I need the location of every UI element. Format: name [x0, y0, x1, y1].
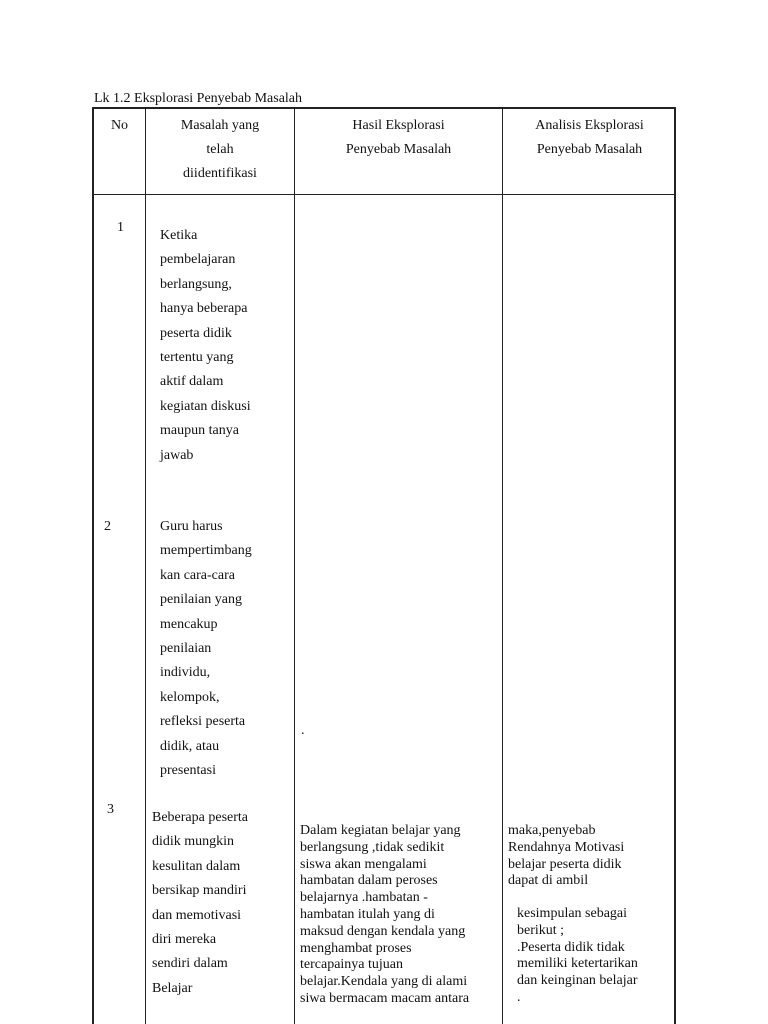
masalah-line: bersikap mandiri	[152, 883, 247, 899]
hasil-line: belajarnya .hambatan -	[300, 890, 428, 906]
masalah-line: peserta didik	[160, 325, 232, 341]
row-1-number: 1	[117, 220, 124, 235]
masalah-line: refleksi peserta	[160, 714, 246, 730]
masalah-line: kan cara-cara	[160, 567, 235, 583]
masalah-line: dan memotivasi	[152, 907, 242, 923]
masalah-line: berlangsung,	[160, 276, 232, 292]
hasil-line: siwa bermacam macam antara	[300, 990, 470, 1006]
document-title: Lk 1.2 Eksplorasi Penyebab Masalah	[94, 91, 303, 106]
header-analisis-line: Analisis Eksplorasi	[535, 118, 644, 133]
header-no: No	[110, 118, 129, 133]
analisis-line: maka,penyebab	[508, 823, 596, 838]
header-masalah-line: diidentifikasi	[183, 166, 257, 181]
row-2-number: 2	[104, 519, 111, 534]
masalah-line: hanya beberapa	[160, 301, 248, 317]
column-divider-masalah	[294, 109, 295, 1024]
header-masalah	[146, 114, 294, 186]
masalah-line: penilaian	[160, 641, 212, 657]
header-hasil-line: Penyebab Masalah	[345, 142, 452, 157]
masalah-line: presentasi	[160, 763, 216, 779]
hasil-line: maksud dengan kendala yang	[300, 923, 466, 939]
analisis-line: .	[517, 989, 521, 1005]
row-3-number: 3	[107, 802, 114, 817]
masalah-line: jawab	[160, 447, 194, 463]
analisis-line: kesimpulan sebagai	[517, 906, 628, 921]
masalah-line: mencakup	[160, 616, 218, 632]
header-masalah-line: Masalah yang	[180, 118, 260, 133]
row-3-masalah	[152, 806, 248, 1001]
masalah-line: diri mereka	[152, 932, 217, 948]
row-2-masalah	[160, 515, 252, 783]
analisis-line: belajar peserta didik	[508, 856, 622, 872]
row-1-masalah	[160, 224, 251, 468]
hasil-line: Dalam kegiatan belajar yang	[300, 823, 461, 838]
masalah-line: kelompok,	[160, 689, 220, 705]
column-divider-hasil	[502, 109, 503, 1024]
column-divider-no	[145, 109, 146, 1024]
masalah-line: didik mungkin	[152, 834, 235, 850]
hasil-line: berlangsung ,tidak sedikit	[300, 839, 445, 855]
hasil-line: hambatan dalam peroses	[300, 873, 438, 889]
analisis-line: memiliki ketertarikan	[517, 956, 638, 972]
masalah-line: kesulitan dalam	[152, 858, 241, 874]
header-hasil-line: Hasil Eksplorasi	[352, 118, 445, 133]
masalah-line: aktif dalam	[160, 374, 224, 390]
masalah-line: kegiatan diskusi	[160, 398, 251, 414]
masalah-line: mempertimbang	[160, 543, 252, 559]
masalah-line: penilaian yang	[160, 592, 243, 608]
masalah-line: Beberapa peserta	[152, 810, 248, 825]
analisis-line: dan keinginan belajar	[517, 973, 638, 989]
masalah-line: maupun tanya	[160, 423, 239, 439]
header-hasil	[295, 114, 502, 162]
header-analisis-line: Penyebab Masalah	[536, 142, 643, 157]
analisis-line: Rendahnya Motivasi	[508, 839, 625, 855]
row-3-analisis-part-a	[508, 823, 624, 890]
row-3-analisis-part-b	[517, 906, 638, 1007]
row-2-hasil-mark: .	[301, 723, 305, 738]
header-masalah-line: telah	[206, 142, 234, 157]
masalah-line: Ketika	[160, 228, 198, 243]
analisis-line: .Peserta didik tidak	[517, 939, 625, 955]
masalah-line: Guru harus	[160, 519, 223, 534]
masalah-line: tertentu yang	[160, 350, 234, 366]
hasil-line: belajar.Kendala yang di alami	[300, 974, 468, 990]
hasil-line: siswa akan mengalami	[300, 856, 427, 872]
header-analisis	[503, 114, 676, 162]
row-3-hasil	[300, 823, 469, 1008]
analisis-line: dapat di ambil	[508, 873, 589, 889]
analisis-line: berikut ;	[517, 922, 565, 938]
masalah-line: Belajar	[152, 980, 193, 996]
masalah-line: sendiri dalam	[152, 956, 228, 972]
header-divider	[94, 194, 674, 195]
hasil-line: hambatan itulah yang di	[300, 906, 435, 922]
hasil-line: tercapainya tujuan	[300, 957, 404, 973]
masalah-line: didik, atau	[160, 738, 220, 754]
exploration-table	[92, 107, 676, 1024]
masalah-line: pembelajaran	[160, 252, 236, 268]
hasil-line: menghambat proses	[300, 940, 412, 956]
masalah-line: individu,	[160, 665, 211, 681]
